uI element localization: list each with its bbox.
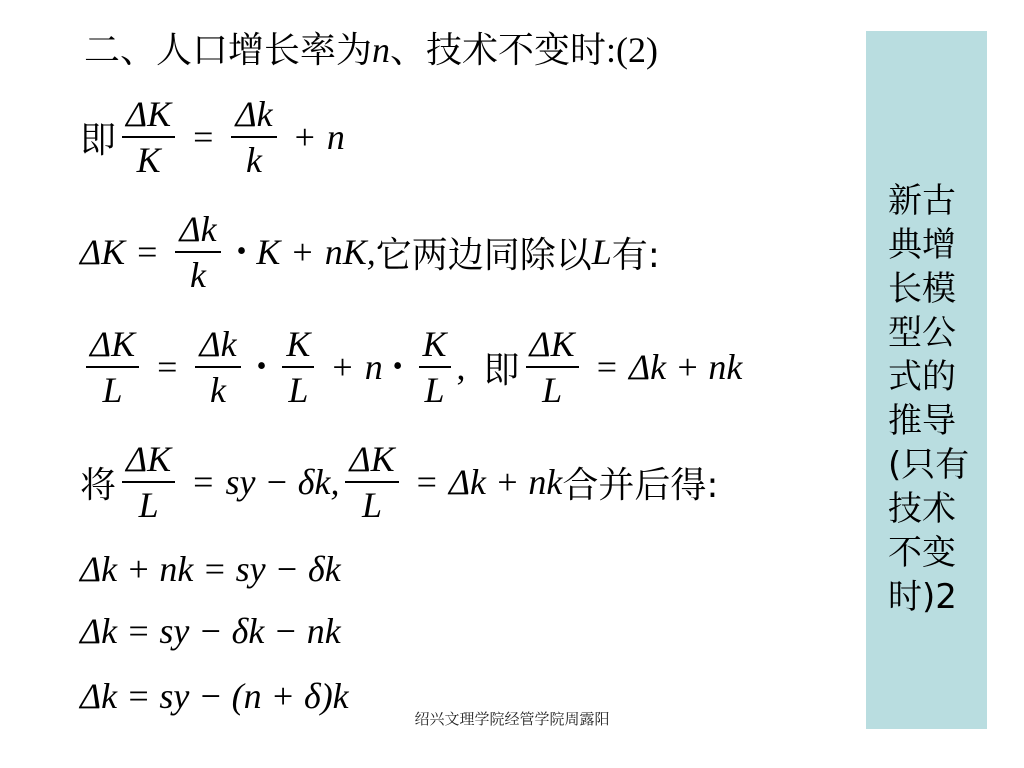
eq3-fraction-4 [419, 322, 451, 412]
title-text: 二、人口增长率为 [84, 30, 373, 71]
eq3-fraction-3 [282, 322, 314, 412]
eq1-plus: + [294, 117, 315, 157]
eq3-ji: 即 [483, 349, 520, 391]
footer-credit: 绍兴文理学院经管学院周露阳 [414, 710, 610, 728]
eq2-lhs: ΔK [80, 232, 126, 272]
eq4-rhs1: sy − δk, [225, 462, 340, 502]
eq3-n: n [364, 347, 383, 387]
eq2-num: Δk [179, 209, 217, 249]
eq4-rhs2: Δk + nk [448, 462, 563, 502]
eq4-den2: L [362, 485, 383, 525]
eq1-fraction-2 [231, 92, 276, 182]
eq3-num4: K [422, 324, 447, 364]
equation-3 [80, 322, 742, 412]
equation-6: Δk = sy − δk − nk [80, 611, 341, 651]
eq3-den2: k [210, 370, 226, 410]
title-tail: 、技术不变时 [390, 30, 607, 71]
eq3-plus: + [332, 347, 353, 387]
eq1-num2: Δk [235, 94, 273, 134]
side-panel-text: 新古典增长模型公式的推导(只有技术不变时)2 [888, 181, 970, 617]
eq3-den4: L [424, 370, 445, 410]
eq3-num5: ΔK [529, 324, 575, 364]
equation-7: Δk = sy − (n + δ)k [80, 676, 349, 716]
eq3-dot2: • [392, 351, 403, 382]
eq3-dot: • [256, 351, 267, 382]
eq2-text: 它两边同除以 [375, 234, 592, 276]
eq4-equals: = [193, 462, 214, 502]
eq2-plus: + [292, 232, 313, 272]
eq1-den2: k [246, 140, 263, 180]
eq2-equals: = [137, 232, 158, 272]
eq4-prefix: 将 [80, 464, 117, 506]
eq3-den5: L [542, 370, 563, 410]
eq1-num1: ΔK [126, 94, 172, 134]
title-suffix: :(2) [606, 30, 659, 70]
eq2-tail: 有: [611, 234, 660, 276]
eq3-fraction-2 [195, 322, 240, 412]
eq3-equals-2: = [596, 347, 617, 387]
eq3-fraction-5 [526, 322, 579, 412]
eq1-equals: = [193, 117, 214, 157]
eq3-num1: ΔK [90, 324, 136, 364]
eq4-fraction-2 [345, 437, 398, 527]
eq2-den: k [190, 255, 206, 295]
eq3-num3: K [286, 324, 311, 364]
eq2-K: K [256, 232, 281, 272]
eq4-den1: L [138, 485, 159, 525]
eq3-den3: L [288, 370, 309, 410]
eq3-comma: , [456, 347, 466, 387]
eq1-prefix: 即 [80, 119, 117, 161]
eq3-num2: Δk [199, 324, 237, 364]
eq3-den1: L [102, 370, 123, 410]
eq4-num1: ΔK [126, 439, 172, 479]
equation-4 [80, 437, 718, 527]
eq1-fraction-1 [122, 92, 175, 182]
title-var-n: n [372, 30, 391, 70]
eq2-nK: nK, [324, 232, 376, 272]
eq2-fraction [175, 207, 220, 297]
equation-5: Δk + nk = sy − δk [80, 549, 341, 589]
equation-2 [80, 207, 660, 297]
slide-title [84, 22, 658, 73]
side-panel [866, 31, 987, 729]
equation-1 [80, 92, 345, 182]
eq3-rhs: Δk + nk [629, 347, 743, 387]
eq4-equals-2: = [416, 462, 437, 502]
eq2-dot: • [236, 236, 247, 267]
eq3-fraction-1 [86, 322, 139, 412]
eq1-n: n [326, 117, 345, 157]
eq4-fraction-1 [122, 437, 175, 527]
eq4-tail: 合并后得: [562, 464, 719, 506]
eq3-equals: = [157, 347, 178, 387]
eq4-num2: ΔK [349, 439, 395, 479]
eq1-den1: K [136, 140, 161, 180]
eq2-L: L [591, 232, 612, 272]
